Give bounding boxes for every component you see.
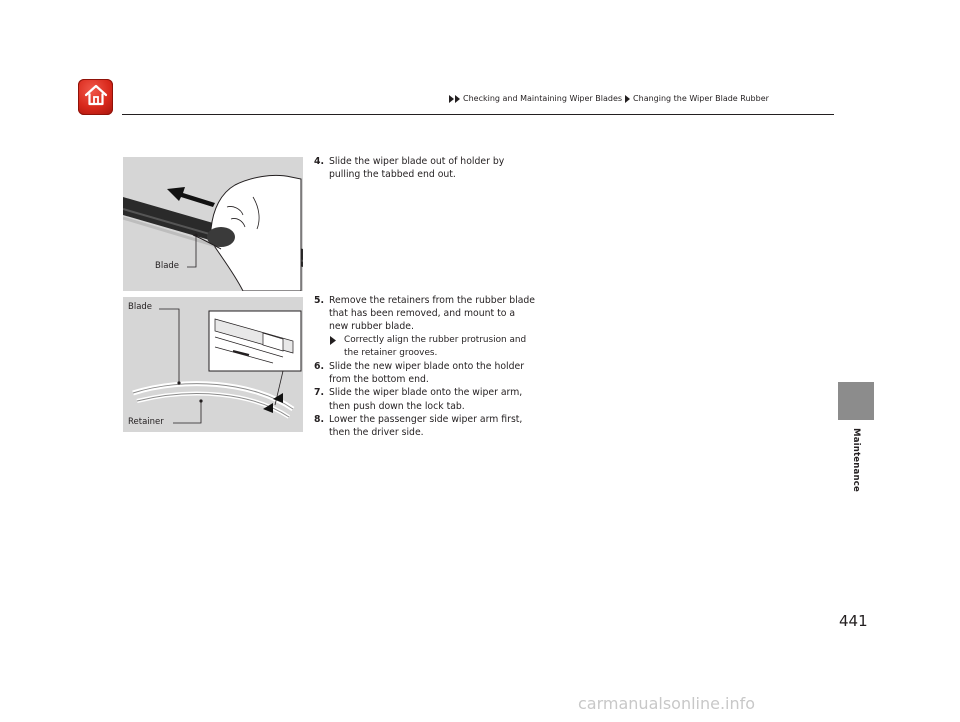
step-number: 8. — [314, 413, 325, 425]
breadcrumb-item[interactable]: Checking and Maintaining Wiper Blades — [463, 94, 623, 103]
page-number: 441 — [839, 612, 868, 630]
retainer-illustration — [123, 297, 303, 432]
steps-top — [314, 155, 564, 181]
step-line: new rubber blade. — [329, 321, 414, 333]
note-line: Correctly align the rubber protrusion and — [344, 334, 527, 345]
figure-retainers — [123, 297, 303, 432]
step-note — [314, 334, 564, 360]
breadcrumb-item[interactable]: Changing the Wiper Blade Rubber — [633, 94, 769, 103]
callout-retainer: Retainer — [128, 417, 164, 427]
step-line: that has been removed, and mount to a — [329, 308, 516, 320]
step-line: Slide the wiper blade out of holder by — [329, 156, 505, 167]
step-number: 4. — [314, 156, 325, 167]
step-number: 5. — [314, 295, 325, 306]
step-item — [314, 155, 564, 181]
section-tab[interactable] — [838, 382, 874, 420]
step-line: Remove the retainers from the rubber blade — [329, 295, 536, 306]
home-button[interactable] — [78, 79, 113, 115]
arrow-icon — [625, 95, 631, 103]
step-item — [314, 386, 564, 412]
step-item — [314, 360, 564, 386]
home-icon — [84, 84, 108, 110]
callout-blade: Blade — [155, 261, 180, 271]
step-line: then push down the lock tab. — [329, 400, 465, 412]
steps-bottom — [314, 294, 564, 439]
breadcrumb — [449, 94, 769, 103]
step-line: Lower the passenger side wiper arm first, — [329, 413, 523, 425]
step-number: 6. — [314, 361, 325, 373]
step-line: pulling the tabbed end out. — [329, 169, 456, 181]
step-line: from the bottom end. — [329, 374, 429, 386]
double-arrow-icon — [449, 95, 461, 103]
arrow-icon — [330, 336, 337, 350]
step-item — [314, 413, 564, 439]
step-line: Slide the wiper blade onto the wiper arm, — [329, 387, 523, 399]
callout-blade: Blade — [128, 302, 153, 312]
header-divider — [122, 114, 834, 115]
step-number: 7. — [314, 387, 325, 399]
figure-slide-blade-out — [123, 157, 303, 291]
step-item — [314, 294, 564, 334]
section-label: Maintenance — [851, 428, 861, 492]
watermark: carmanualsonline.info — [578, 694, 756, 713]
note-line: the retainer grooves. — [344, 347, 438, 358]
step-line: Slide the new wiper blade onto the holder — [329, 361, 525, 373]
wiper-blade-illustration — [123, 157, 303, 291]
step-line: then the driver side. — [329, 427, 424, 439]
